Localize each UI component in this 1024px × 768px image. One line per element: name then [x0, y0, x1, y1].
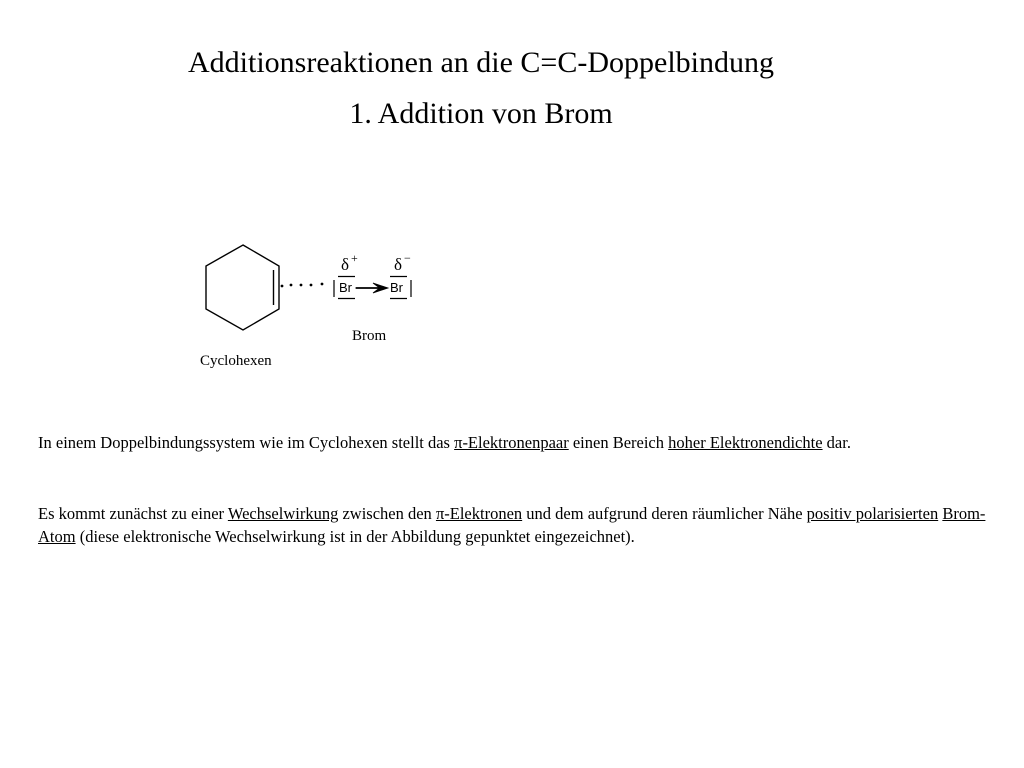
paragraph-interaction [38, 502, 998, 548]
delta-minus-symbol: δ [394, 255, 403, 274]
cyclohexene-ring [206, 245, 279, 330]
pi-electrons-link[interactable]: π-Elektronen [435, 504, 523, 523]
paragraph-text: Es kommt zunächst zu einer [38, 504, 228, 523]
slide-title: Additionsreaktionen an die C=C-Doppelbindung [188, 46, 774, 79]
paragraph-text: und dem aufgrund deren räumlicher Nähe [522, 504, 807, 523]
paragraph-text: (diese elektronische Wechselwirkung ist in der Abbildung gepunktet eingezeichnet). [75, 527, 635, 546]
bromine-caption: Brom [352, 328, 387, 344]
pi-interaction-dots [281, 283, 324, 288]
paragraph-electron-density [38, 431, 998, 454]
paragraph-text: dar. [822, 433, 851, 452]
interaction-link[interactable]: Wechselwirkung [227, 504, 339, 523]
bromine-atom-left: Br [339, 280, 352, 295]
charge-plus: + [351, 251, 358, 265]
slide-subtitle: 1. Addition von Brom [349, 97, 613, 130]
pi-electron-pair-link[interactable]: π-Elektronenpaar [454, 433, 569, 452]
delta-plus-symbol: δ [341, 255, 350, 274]
cyclohexene-caption: Cyclohexen [200, 353, 272, 369]
bromine-atom-link[interactable]: Brom-Atom [38, 504, 986, 546]
charge-minus: − [404, 251, 411, 265]
paragraph-text: zwischen den [338, 504, 436, 523]
high-electron-density-link[interactable]: hoher Elektronendichte [668, 433, 823, 452]
paragraph-text: einen Bereich [568, 433, 669, 452]
paragraph-text: In einem Doppelbindungssystem wie im Cyclohexen stellt das [38, 433, 455, 452]
bromine-atom-right: Br [390, 280, 403, 295]
positively-polarized-link[interactable]: positiv polarisierten [806, 504, 939, 523]
polarization-arrow [356, 283, 388, 293]
